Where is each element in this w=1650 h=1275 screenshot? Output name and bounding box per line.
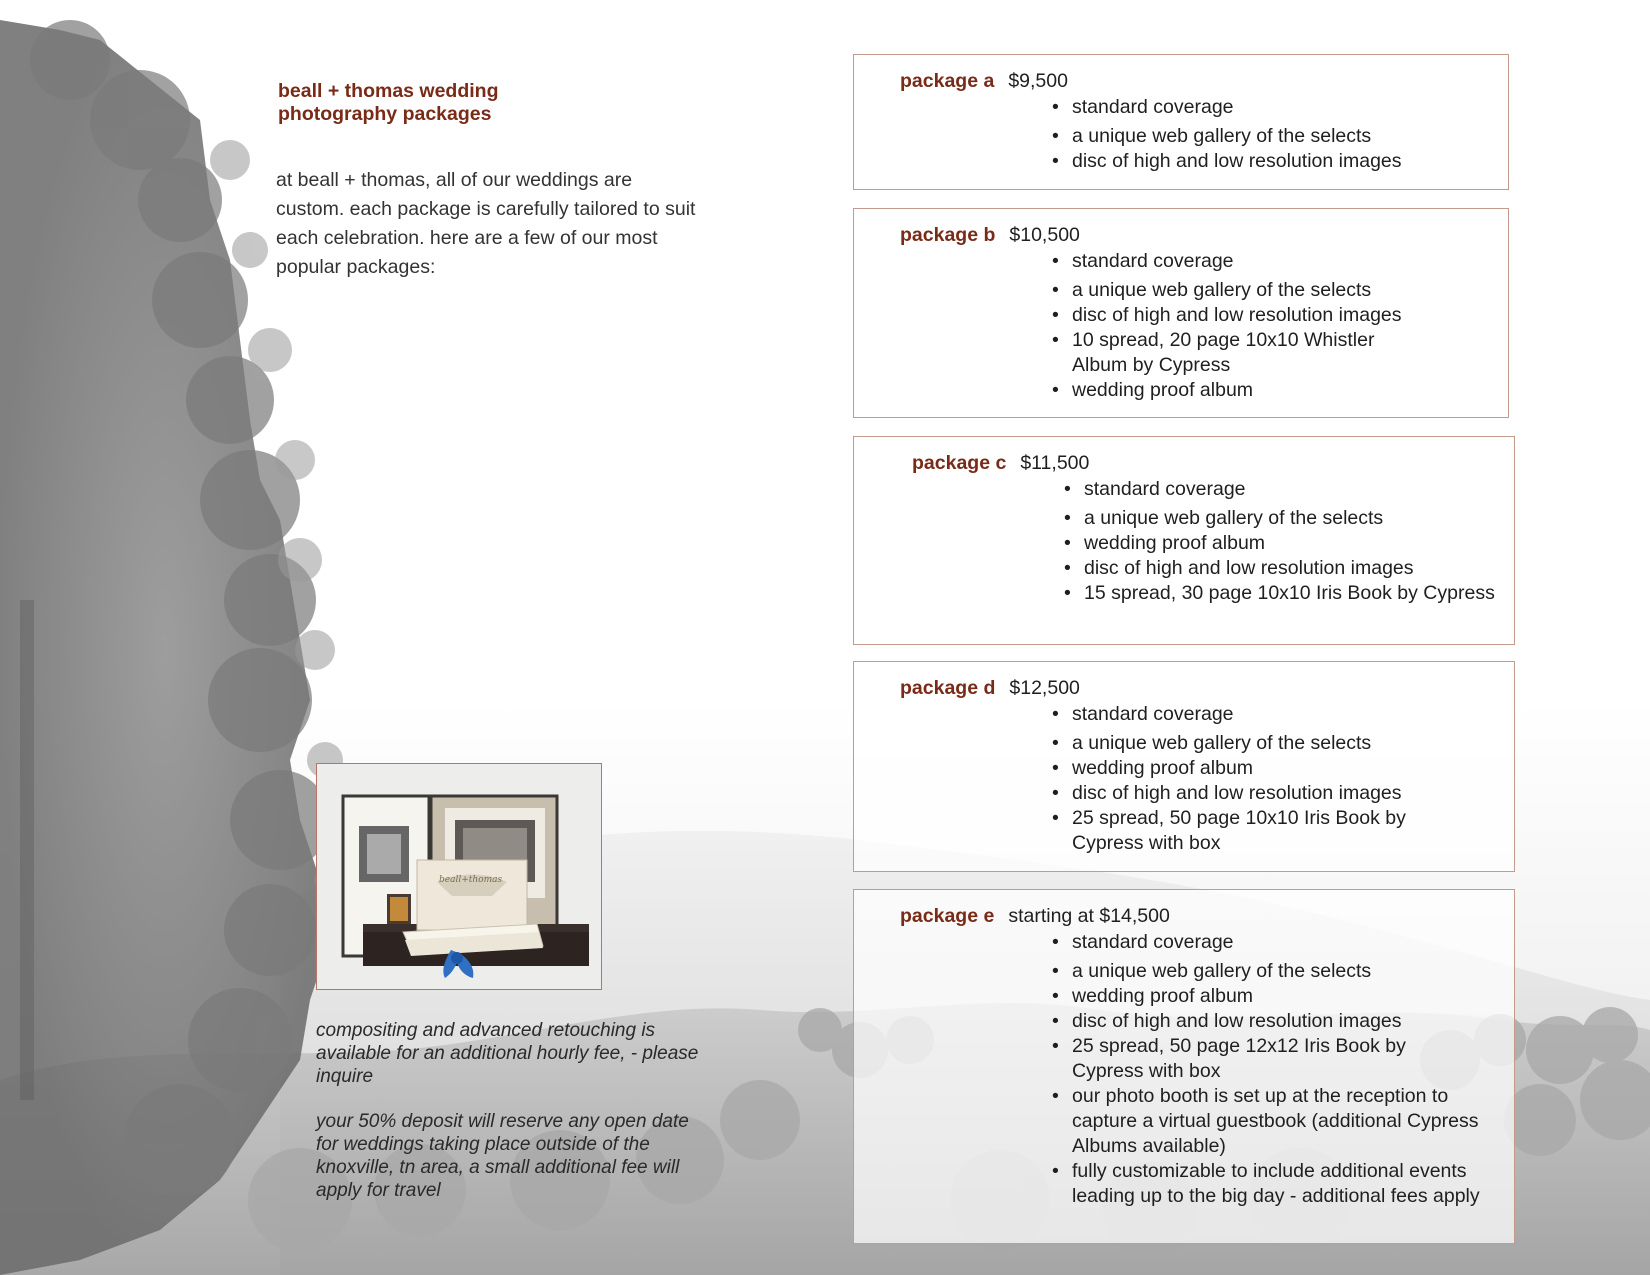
list-item: • fully customizable to include additional events leading up to the big day - additional fees apply (1052, 1159, 1482, 1209)
list-item: • a unique web gallery of the selects (1052, 124, 1492, 149)
list-item: • standard coverage (1052, 702, 1432, 727)
list-item: • standard coverage (1052, 95, 1492, 120)
list-item: • disc of high and low resolution images (1052, 303, 1432, 328)
list-item: • a unique web gallery of the selects (1052, 278, 1432, 303)
package-c-name: package c (912, 452, 1007, 474)
package-c-card (853, 436, 1515, 645)
album-cover-script: beall+thomas (439, 875, 503, 885)
list-item: • 10 spread, 20 page 10x10 Whistler Album by Cypress (1052, 328, 1432, 378)
package-b-price: $10,500 (1009, 224, 1080, 246)
album-photo-icon (317, 764, 601, 989)
list-item: • wedding proof album (1052, 984, 1482, 1009)
package-b-card (853, 208, 1509, 418)
package-c-header (912, 451, 1089, 475)
list-item: • standard coverage (1052, 249, 1432, 274)
package-b-name: package b (900, 224, 996, 246)
package-a-card (853, 54, 1509, 190)
list-item: • our photo booth is set up at the reception to capture a virtual guestbook (additional Cypress Albums available) (1052, 1084, 1482, 1159)
package-b-items (1052, 249, 1432, 403)
title-line-1: beall + thomas wedding (278, 80, 499, 102)
package-c-items (1064, 477, 1509, 606)
package-e-name: package e (900, 905, 995, 927)
note-deposit: your 50% deposit will reserve any open date for weddings taking place outside of the knoxville, tn area, a small additional fee will apply for travel (316, 1111, 689, 1201)
list-item: • disc of high and low resolution images (1052, 781, 1432, 806)
package-a-price: $9,500 (1008, 70, 1068, 92)
list-item: • 15 spread, 30 page 10x10 Iris Book by Cypress (1064, 581, 1509, 606)
note-compositing: compositing and advanced retouching is available for an additional hourly fee, - please inquire (316, 1020, 699, 1087)
list-item: • a unique web gallery of the selects (1064, 506, 1509, 531)
list-item: • a unique web gallery of the selects (1052, 731, 1432, 756)
package-d-card (853, 661, 1515, 872)
package-c-price: $11,500 (1020, 452, 1090, 474)
package-e-price: starting at $14,500 (1008, 905, 1170, 927)
package-e-card (853, 889, 1515, 1244)
list-item: • standard coverage (1064, 477, 1509, 502)
package-d-price: $12,500 (1009, 677, 1080, 699)
package-e-items (1052, 930, 1482, 1209)
album-photo (316, 763, 602, 990)
intro-paragraph: at beall + thomas, all of our weddings are custom. each package is carefully tailored to suit each celebration. here are a few of our most popular packages: (276, 169, 696, 278)
package-d-header (900, 676, 1080, 700)
list-item: • wedding proof album (1064, 531, 1509, 556)
list-item: • wedding proof album (1052, 378, 1432, 403)
package-b-header (900, 223, 1080, 247)
title-line-2: photography packages (278, 103, 492, 125)
package-a-items (1052, 95, 1492, 174)
package-d-name: package d (900, 677, 996, 699)
package-d-items (1052, 702, 1432, 856)
list-item: • a unique web gallery of the selects (1052, 959, 1482, 984)
list-item: • 25 spread, 50 page 10x10 Iris Book by Cypress with box (1052, 806, 1432, 856)
package-a-name: package a (900, 70, 995, 92)
page-title (278, 80, 578, 126)
package-e-header (900, 904, 1170, 928)
package-a-header (900, 69, 1068, 93)
list-item: • disc of high and low resolution images (1052, 1009, 1482, 1034)
list-item: • disc of high and low resolution images (1052, 149, 1492, 174)
list-item: • wedding proof album (1052, 756, 1432, 781)
list-item: • disc of high and low resolution images (1064, 556, 1509, 581)
list-item: • standard coverage (1052, 930, 1482, 955)
list-item: • 25 spread, 50 page 12x12 Iris Book by Cypress with box (1052, 1034, 1482, 1084)
